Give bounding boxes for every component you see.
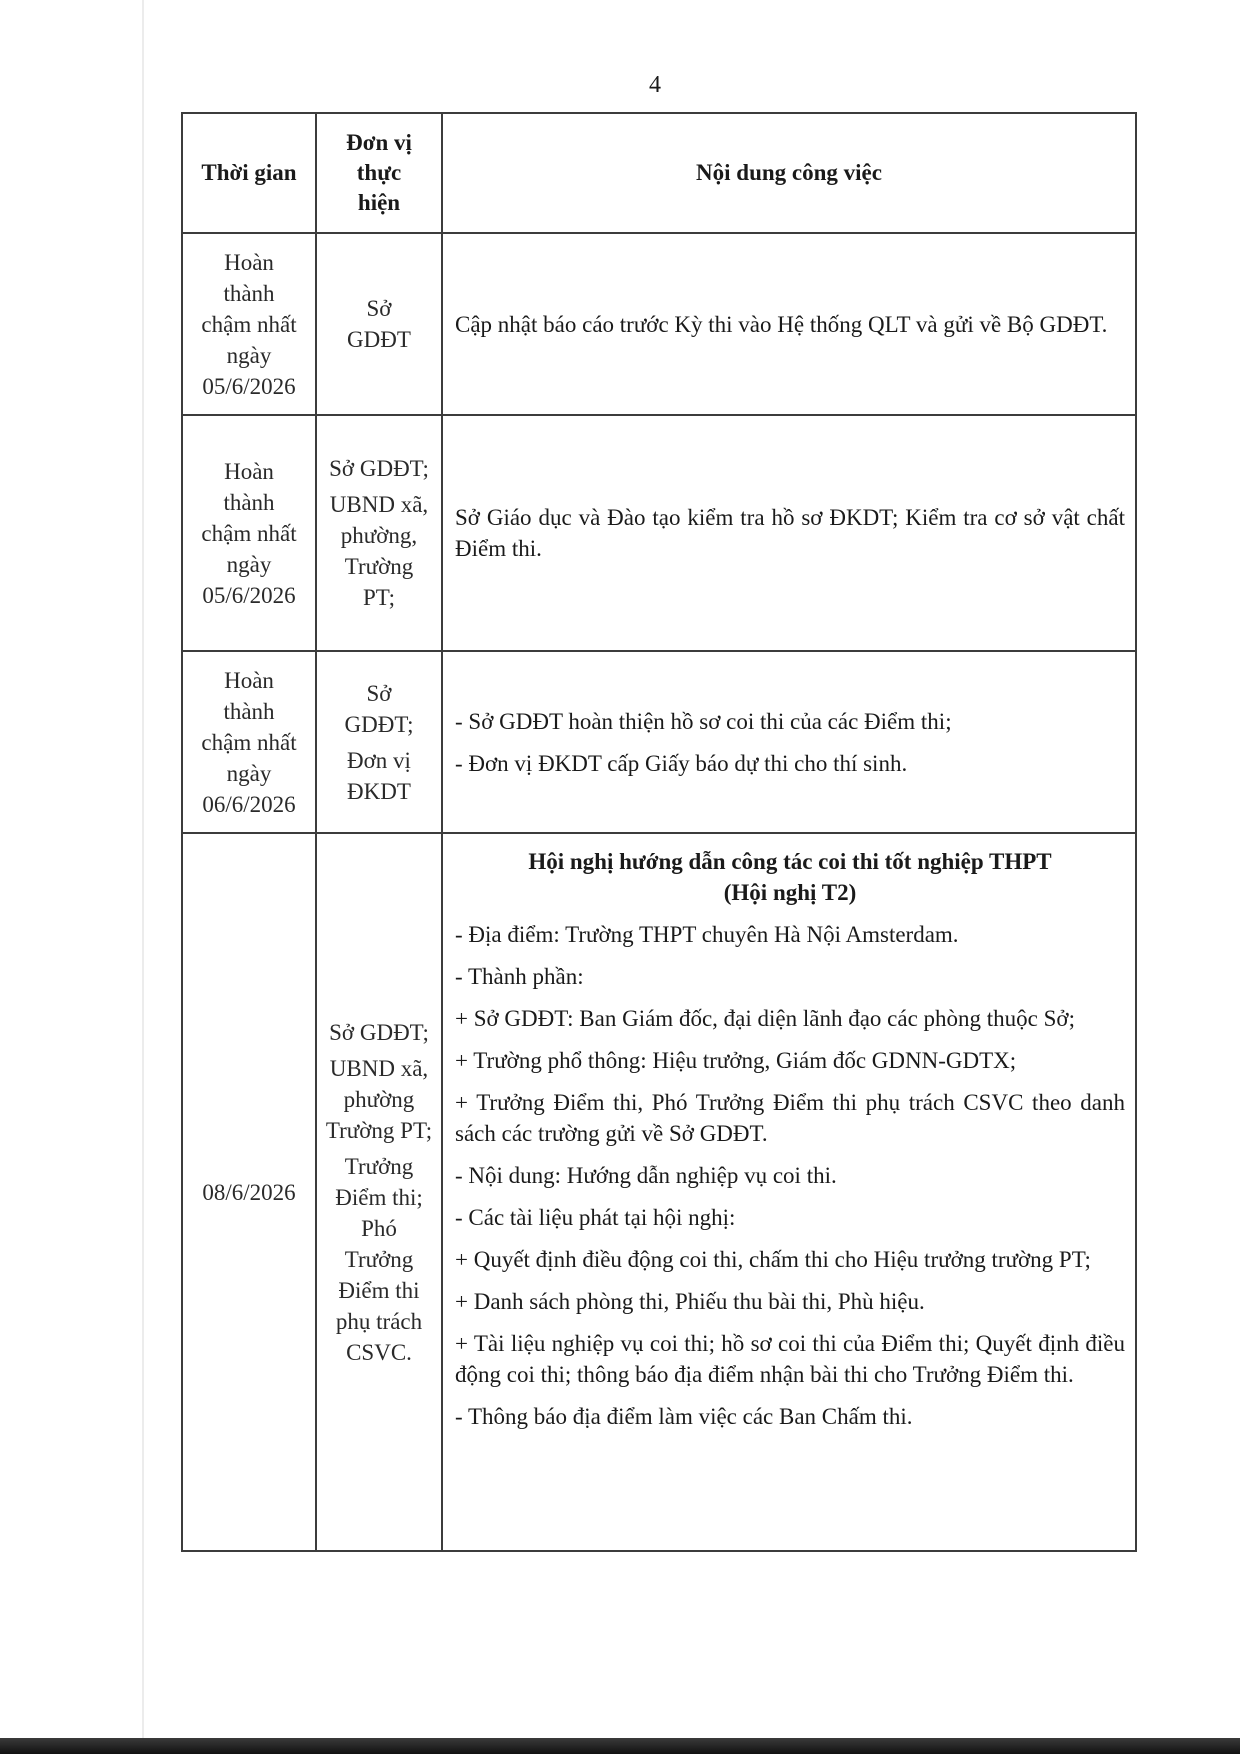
row-unit: Sở GDĐT; UBND xã, phường, Trường PT;: [316, 415, 442, 651]
header-time: Thời gian: [182, 113, 316, 233]
table-header-row: [182, 113, 1136, 233]
schedule-table: [181, 112, 1137, 1552]
row-content: - Sở GDĐT hoàn thiện hồ sơ coi thi của các Điểm thi; - Đơn vị ĐKDT cấp Giấy báo dự thi cho thí sinh.: [442, 651, 1136, 833]
row-time: Hoàn thành chậm nhất ngày 05/6/2026: [182, 233, 316, 415]
row-unit: Sở GDĐT; UBND xã, phường Trường PT; Trưởng Điểm thi; Phó Trưởng Điểm thi phụ trách CSVC.: [316, 833, 442, 1551]
table-row: [182, 651, 1136, 833]
row-content: Sở Giáo dục và Đào tạo kiểm tra hồ sơ ĐKDT; Kiểm tra cơ sở vật chất Điểm thi.: [442, 415, 1136, 651]
row-unit: Sở GDĐT; Đơn vị ĐKDT: [316, 651, 442, 833]
row-unit: Sở GDĐT: [316, 233, 442, 415]
row-time: 08/6/2026: [182, 833, 316, 1551]
scan-left-edge: [142, 0, 144, 1740]
table-row: [182, 233, 1136, 415]
table-row: [182, 415, 1136, 651]
page-number: 4: [649, 72, 661, 98]
scan-bottom-bar: [0, 1738, 1240, 1754]
row-content: Cập nhật báo cáo trước Kỳ thi vào Hệ thống QLT và gửi về Bộ GDĐT.: [442, 233, 1136, 415]
header-content: Nội dung công việc: [442, 113, 1136, 233]
conference-title: Hội nghị hướng dẫn công tác coi thi tốt nghiệp THPT (Hội nghị T2): [528, 849, 1052, 905]
header-unit: Đơn vị thực hiện: [316, 113, 442, 233]
row-content: Hội nghị hướng dẫn công tác coi thi tốt nghiệp THPT (Hội nghị T2) - Địa điểm: Trường THPT chuyên Hà Nội Amsterdam. - Thành phần: + Sở GDĐT: Ban Giám đốc, đại diện lãnh đạo các phòng thuộc Sở; + Trường phổ thông: Hiệu trưởng, Giám đốc GDNN-GDTX; + Trưởng Điểm thi, Phó Trưởng Điểm thi phụ trách CSVC theo danh sách các trường gửi về Sở GDĐT. - Nội dung: Hướng dẫn nghiệp vụ coi thi. - Các tài liệu phát tại hội nghị: + Quyết định điều động coi thi, chấm thi cho Hiệu trưởng trường PT; + Danh sách phòng thi, Phiếu thu bài thi, Phù hiệu. + Tài liệu nghiệp vụ coi thi; hồ sơ coi thi của Điểm thi; Quyết định điều động coi thi; thông báo địa điểm nhận bài thi cho Trưởng Điểm thi. - Thông báo địa điểm làm việc các Ban Chấm thi.: [442, 833, 1136, 1551]
table-row: [182, 833, 1136, 1551]
row-time: Hoàn thành chậm nhất ngày 05/6/2026: [182, 415, 316, 651]
row-time: Hoàn thành chậm nhất ngày 06/6/2026: [182, 651, 316, 833]
